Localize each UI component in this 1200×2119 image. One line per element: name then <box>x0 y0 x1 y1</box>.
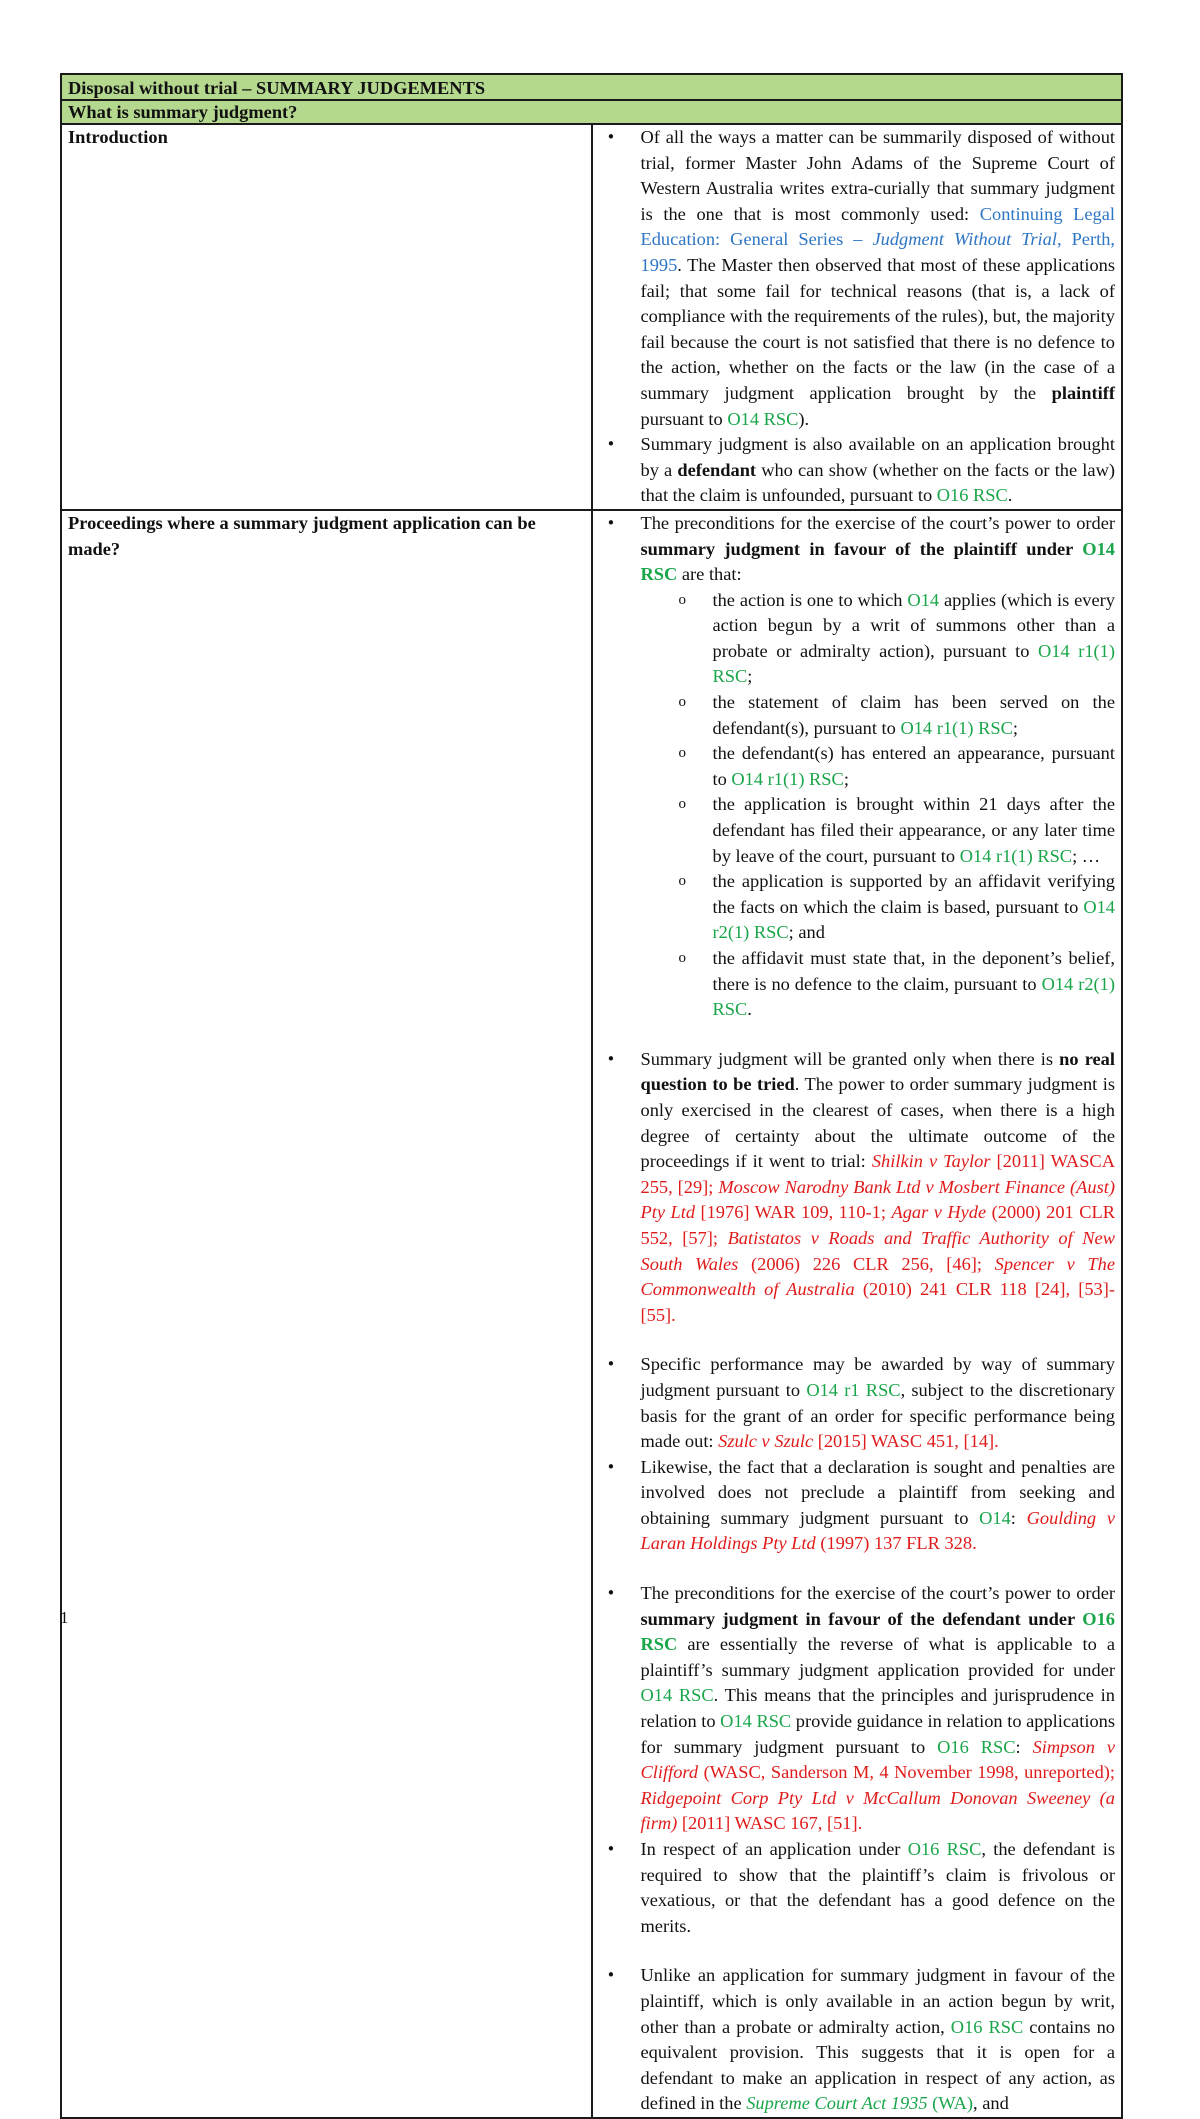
bold-text: defendant <box>677 459 757 480</box>
citation-text: Agar v Hyde <box>891 1202 987 1223</box>
bold-text: Judgment Without Trial <box>872 229 1057 250</box>
body-text: : <box>1010 1507 1027 1528</box>
page-number: 1 <box>60 1608 69 1627</box>
list-item <box>599 1352 1116 1454</box>
bold-text: , Perth, 1995 <box>640 229 1115 275</box>
body-text: , the defendant is required to show that the plaintiff’s claim is frivolous or vexatious, or that the defendant has a good defence on the merits. <box>640 1839 1115 1936</box>
citation-text: O16 RSC <box>907 1839 982 1859</box>
body-text: provide guidance in relation to applications for summary judgment pursuant to <box>640 1711 1115 1757</box>
row-label-proceedings: Proceedings where a summary judgment application can be made? <box>61 510 592 2118</box>
body-text: : <box>1015 1736 1033 1757</box>
table-title-row <box>61 74 1122 100</box>
body-text: the application is supported by an affidavit verifying the facts on which the claim is based, pursuant to <box>712 871 1115 917</box>
body-text: the affidavit must state that, in the deponent’s belief, there is no defence to the claim, pursuant to <box>712 948 1115 994</box>
body-text: applies (which is every action begun by a writ of summons other than a probate or admiralty action), pursuant to <box>712 589 1115 661</box>
body-text: , and <box>973 2093 1009 2114</box>
bold-text: no real question to be tried <box>640 1048 1115 1095</box>
row-content-proceedings <box>592 510 1123 2118</box>
introduction-bullet-list <box>599 125 1116 509</box>
bold-text: plaintiff <box>1051 382 1115 403</box>
citation-text: Shilkin v Taylor <box>871 1151 991 1172</box>
body-text: ; … <box>1072 845 1101 866</box>
citation-text: O14 RSC <box>640 538 1115 585</box>
body-text: ; and <box>788 922 825 943</box>
list-item <box>641 792 1116 869</box>
bold-text: summary judgment in favour of the plaintiff under <box>640 538 1083 559</box>
citation-text: Spencer v The Commonwealth of Australia <box>640 1253 1115 1300</box>
citation-text: Goulding v Laran Holdings Pty Ltd <box>640 1507 1115 1554</box>
citation-text: O14 r1(1) RSC <box>900 717 1013 738</box>
summary-judgment-table <box>60 73 1123 2119</box>
citation-text: O16 RSC <box>937 1736 1016 1757</box>
list-item <box>599 1963 1116 2117</box>
list-item <box>641 741 1116 792</box>
body-text: . This means that the principles and jurisprudence in relation to <box>640 1685 1115 1732</box>
body-text: Summary judgment is also available on an application brought by a <box>640 434 1115 480</box>
citation-text: O14 RSC <box>720 1711 792 1732</box>
list-item <box>599 1581 1116 1837</box>
body-text: the application is brought within 21 days after the defendant has filed their appearance, or any later time by leave of the court, pursuant to <box>712 794 1115 866</box>
citation-text: (WA) <box>927 2093 974 2114</box>
table-title: Disposal without trial – SUMMARY JUDGEMENTS <box>61 74 1122 100</box>
body-text: are essentially the reverse of what is applicable to a plaintiff’s summary judgment application provided for under <box>640 1634 1115 1680</box>
body-text: In respect of an application under <box>640 1839 908 1859</box>
row-label-introduction: Introduction <box>61 124 592 510</box>
citation-text: [2011] WASC 167, [51]. <box>677 1813 863 1834</box>
citation-text: O14 r2(1) RSC <box>712 896 1115 943</box>
preconditions-sublist <box>641 588 1116 1023</box>
body-text: . The Master then observed that most of these applications fail; that some fail for technical reasons (that is, a lack of compliance with the requirements of the rules), but, the majority fail because the court is not satisfied that there is no defence to the action, whether on the facts or the law (in the case of a summary judgment application brought by the <box>640 254 1115 403</box>
citation-text: O16 RSC <box>936 485 1008 506</box>
citation-text: Ridgepoint Corp Pty Ltd v McCallum Donovan Sweeney (a firm) <box>640 1787 1115 1834</box>
proceedings-bullet-list <box>599 511 1116 2117</box>
list-item <box>599 432 1116 509</box>
citation-text: O14 r1(1) RSC <box>731 768 844 789</box>
body-text: are that: <box>677 564 742 585</box>
citation-text: O14 <box>907 589 940 610</box>
body-text: . <box>1007 485 1013 506</box>
citation-text: Supreme Court Act 1935 <box>746 2093 928 2114</box>
body-text: the statement of claim has been served on the defendant(s), pursuant to <box>712 692 1115 738</box>
bold-text: summary judgment in favour of the defendant under <box>640 1608 1083 1629</box>
citation-text: O14 <box>979 1507 1011 1528</box>
body-text: Unlike an application for summary judgment in favour of the plaintiff, which is only available in an action begun by writ, other than a probate or admiralty action, <box>640 1965 1115 2037</box>
body-text: The preconditions for the exercise of the court’s power to order <box>640 512 1115 533</box>
body-text: ; <box>747 666 753 687</box>
citation-text: O14 r1 RSC <box>806 1379 901 1400</box>
citation-text: (2000) 201 CLR 552, [57]; <box>640 1202 1115 1248</box>
citation-text: O14 RSC <box>640 1685 714 1706</box>
body-text: who can show (whether on the facts or the law) that the claim is unfounded, pursuant to <box>640 459 1115 506</box>
citation-text: Simpson v Clifford <box>640 1736 1116 1783</box>
citation-text: [2015] WASC 451, [14]. <box>813 1431 999 1452</box>
body-text: ; <box>843 768 849 789</box>
body-text: the defendant(s) has entered an appearance, pursuant to <box>712 743 1115 789</box>
list-item <box>599 1837 1116 1939</box>
body-text: Of all the ways a matter can be summarily disposed of without trial, former Master John Adams of the Supreme Court of Western Australia writes extra-curially that summary judgment is the one that is most commonly used: <box>640 127 1115 224</box>
citation-text: [1976] WAR 109, 110-1; <box>695 1202 892 1223</box>
citation-text: O14 r2(1) RSC <box>712 973 1115 1020</box>
row-content-introduction <box>592 124 1123 510</box>
citation-text: O14 r1(1) RSC <box>712 640 1115 687</box>
body-text: , subject to the discretionary basis for the grant of an order for specific performance being made out: <box>640 1379 1115 1452</box>
list-item <box>599 125 1116 432</box>
citation-text: (2006) 226 CLR 256, [46]; <box>738 1253 995 1274</box>
citation-text: (2010) 241 CLR 118 [24], [53]-[55]. <box>640 1279 1115 1325</box>
table-row <box>61 510 1122 2118</box>
body-text: pursuant to <box>640 408 728 429</box>
citation-text: O14 RSC <box>727 408 799 429</box>
body-text: the action is one to which <box>712 589 908 610</box>
body-text: Summary judgment will be granted only when there is <box>640 1048 1060 1069</box>
citation-text: (WASC, Sanderson M, 4 November 1998, unreported); <box>698 1762 1115 1783</box>
citation-text: (1997) 137 FLR 328. <box>815 1533 977 1554</box>
citation-text: Moscow Narodny Bank Ltd v Mosbert Finance (Aust) Pty Ltd <box>640 1176 1115 1223</box>
citation-text: [2011] WASCA 255, [29]; <box>640 1151 1115 1197</box>
body-text: contains no equivalent provision. This suggests that it is open for a defendant to make an application in respect of any action, as defined in the <box>640 2016 1116 2114</box>
body-text: ; <box>1012 717 1018 738</box>
body-text: Specific performance may be awarded by way of summary judgment pursuant to <box>640 1354 1115 1400</box>
citation-text: O14 r1(1) RSC <box>959 845 1073 866</box>
table-subtitle-row <box>61 100 1122 124</box>
body-text: ). <box>798 408 810 429</box>
citation-text: Batistatos v Roads and Traffic Authority of New South Wales <box>640 1227 1115 1274</box>
citation-text: O16 RSC <box>640 1608 1115 1655</box>
citation-text: Szulc v Szulc <box>718 1431 814 1452</box>
preconditions-intro <box>641 513 1116 584</box>
body-text: Likewise, the fact that a declaration is sought and penalties are involved does not preclude a plaintiff from seeking and obtaining summary judgment pursuant to <box>640 1456 1115 1528</box>
table-row <box>61 124 1122 510</box>
list-item <box>641 946 1116 1023</box>
body-text: The preconditions for the exercise of the court’s power to order <box>640 1583 1115 1604</box>
list-item <box>599 1455 1116 1557</box>
body-text: . The power to order summary judgment is only exercised in the clearest of cases, when there is a high degree of certainty about the ultimate outcome of the proceedings if it went to trial: <box>640 1074 1115 1172</box>
list-item <box>599 1047 1116 1329</box>
citation-text: O16 RSC <box>950 2016 1024 2037</box>
bold-text: Continuing Legal Education: General Series – <box>640 203 1115 250</box>
list-item <box>641 869 1116 946</box>
list-item <box>641 588 1116 690</box>
list-item <box>599 511 1116 1023</box>
list-item <box>641 690 1116 741</box>
body-text: . <box>747 999 752 1020</box>
table-subtitle: What is summary judgment? <box>61 100 1122 124</box>
